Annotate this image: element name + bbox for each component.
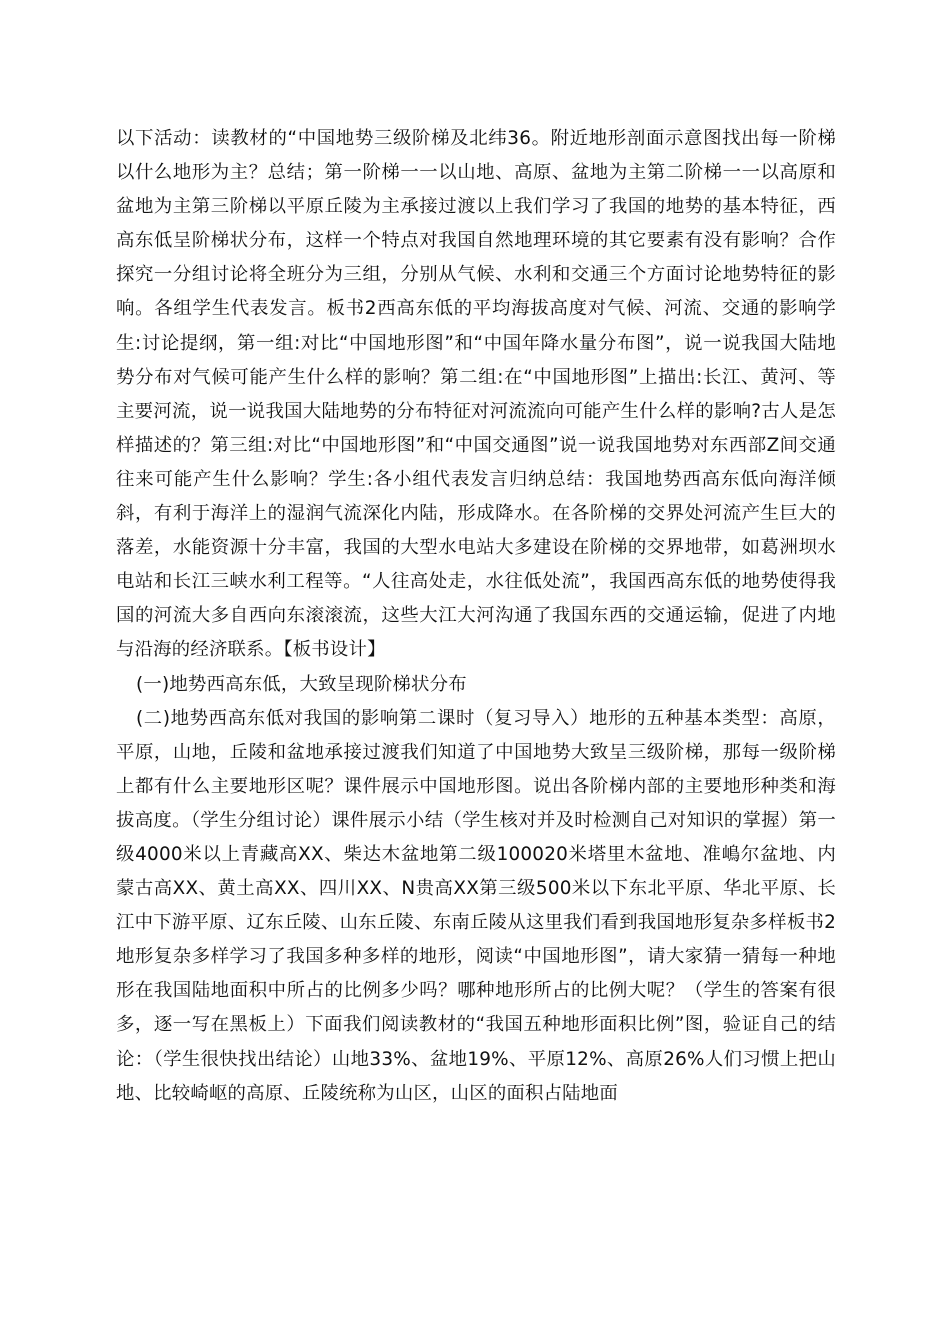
body-paragraph-3: (二)地势西高东低对我国的影响第二课时（复习导入）地形的五种基本类型：高原，平原，山地，丘陵和盆地承接过渡我们知道了中国地势大致呈三级阶梯，那每一级阶梯上都有什么主要地形区呢？课件展示中国地形图。说出各阶梯内部的主要地形种类和海拔高度。（学生分组讨论）课件展示小结（学生核对并及时检测自己对知识的掌握）第一级4000米以上青藏高XX、柴达木盆地第二级100020米塔里木盆地、准嶋尔盆地、内蒙古高XX、黄土高XX、四川XX、N贵高XX第三级500米以下东北平原、华北平原、长江中下游平原、辽东丘陵、山东丘陵、东南丘陵从这里我们看到我国地形复杂多样板书2地形复杂多样学习了我国多种多样的地形，阅读“中国地形图”，请大家猜一猜每一种地形在我国陆地面积中所占的比例多少吗？哪种地形所占的比例大呢？（学生的答案有很多，逐一写在黑板上）下面我们阅读教材的“我国五种地形面积比例”图，验证自己的结论：（学生很快找出结论）山地33%、盆地19%、平原12%、高原26%人们习惯上把山地、比较崎岖的高原、丘陵统称为山区，山区的面积占陆地面 [116, 707, 836, 1104]
document-body [116, 122, 836, 1111]
body-paragraph-1: 以下活动：读教材的“中国地势三级阶梯及北纬36。附近地形剖面示意图找出每一阶梯以什么地形为主？总结；第一阶梯一一以山地、高原、盆地为主第二阶梯一一以高原和盆地为主第三阶梯以平原丘陵为主承接过渡以上我们学习了我国的地势的基本特征，西高东低呈阶梯状分布，这样一个特点对我国自然地理环境的其它要素有没有影响？合作探究一分组讨论将全班分为三组，分别从气候、水利和交通三个方面讨论地势特征的影响。各组学生代表发言。板书2西高东低的平均海拔高度对气候、河流、交通的影响学生:讨论提纲，第一组:对比“中国地形图”和“中国年降水量分布图”，说一说我国大陆地势分布对气候可能产生什么样的影响？第二组:在“中国地形图”上描出:长江、黄河、等主要河流，说一说我国大陆地势的分布特征对河流流向可能产生什么样的影响?古人是怎样描述的？第三组:对比“中国地形图”和“中国交通图”说一说我国地势对东西部Z间交通往来可能产生什么影响？学生:各小组代表发言归纳总结：我国地势西高东低向海洋倾斜，有利于海洋上的湿润气流深化内陆，形成降水。在各阶梯的交界处河流产生巨大的落差，水能资源十分丰富，我国的大型水电站大多建设在阶梯的交界地带，如葛洲坝水电站和长江三峡水利工程等。“人往高处走，水往低处流”，我国西高东低的地势使得我国的河流大多自西向东滚滚流，这些大江大河沟通了我国东西的交通运输，促进了内地与沿海的经济联系。【板书设计】 [116, 128, 836, 661]
body-paragraph-2: (一)地势西高东低，大致呈现阶梯状分布 [136, 673, 467, 695]
